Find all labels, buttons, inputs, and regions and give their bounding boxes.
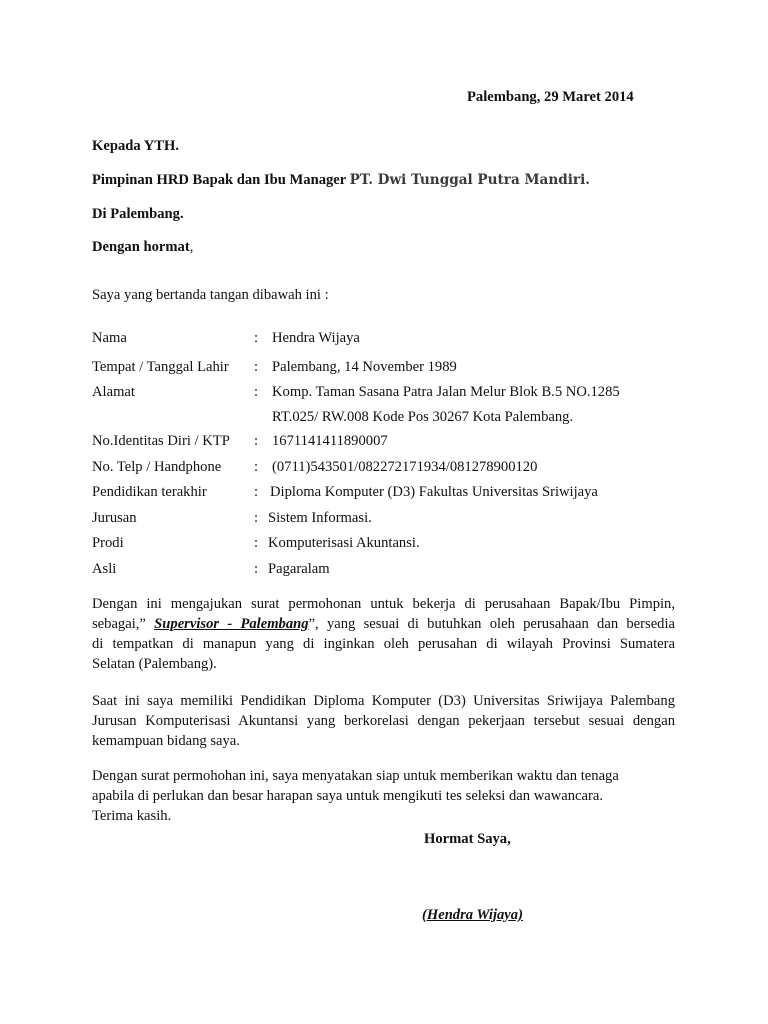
field-value-ttl: Palembang, 14 November 1989 — [272, 359, 457, 375]
signature-name: (Hendra Wijaya) — [422, 907, 523, 923]
paragraph2-line3: kemampuan bidang saya. — [92, 733, 240, 749]
field-value-alamat-line2: RT.025/ RW.008 Kode Pos 30267 Kota Palembang. — [272, 409, 574, 425]
greeting — [92, 239, 193, 256]
recipient-company: PT. Dwi Tunggal Putra Mandiri. — [349, 172, 590, 188]
recipient-city: Di Palembang. — [92, 206, 184, 222]
recipient-line — [92, 172, 590, 189]
field-colon: : — [254, 330, 259, 346]
field-label-asli: Asli — [92, 561, 117, 577]
field-value-nama: Hendra Wijaya — [272, 330, 360, 346]
field-colon: : — [254, 561, 259, 577]
greeting-text: Dengan hormat — [92, 239, 190, 255]
paragraph2-line2: Jurusan Komputerisasi Akuntansi yang berkorelasi dengan pekerjaan tersebut sesuai dengan — [92, 713, 675, 729]
field-label-nama: Nama — [92, 330, 127, 346]
field-value-jurusan: Sistem Informasi. — [268, 510, 372, 526]
paragraph1-line3: di tempatkan di manapun yang di inginkan oleh perusahan di wilayah Provinsi Sumatera — [92, 636, 675, 652]
recipient-salutation: Kepada YTH. — [92, 138, 180, 154]
field-value-alamat: Komp. Taman Sasana Patra Jalan Melur Blok B.5 NO.1285 — [272, 384, 620, 400]
greeting-comma: , — [189, 239, 194, 255]
field-colon: : — [254, 484, 259, 500]
paragraph3-line2: apabila di perlukan dan besar harapan saya untuk mengikuti tes seleksi dan wawancara. — [92, 788, 603, 804]
paragraph1-line2-before: sebagai,” — [92, 616, 155, 632]
field-label-pendidikan: Pendidikan terakhir — [92, 484, 207, 500]
recipient-prefix: Pimpinan HRD Bapak dan Ibu Manager — [92, 172, 350, 188]
closing: Hormat Saya, — [424, 831, 511, 847]
paragraph2-line1: Saat ini saya memiliki Pendidikan Diploma Komputer (D3) Universitas Sriwijaya Palembang — [92, 693, 675, 709]
field-value-ktp: 1671141411890007 — [272, 433, 388, 449]
paragraph1-line4: Selatan (Palembang). — [92, 656, 217, 672]
field-colon: : — [254, 384, 259, 400]
field-colon: : — [254, 433, 259, 449]
letter-date: Palembang, 29 Maret 2014 — [467, 89, 634, 105]
paragraph3-line3: Terima kasih. — [92, 808, 172, 824]
position-title: Supervisor - Palembang — [154, 616, 309, 632]
paragraph1-line2 — [92, 614, 675, 634]
field-value-telp: (0711)543501/082272171934/081278900120 — [272, 459, 538, 475]
field-label-jurusan: Jurusan — [92, 510, 137, 526]
field-colon: : — [254, 459, 259, 475]
paragraph1-line2-after: ”, yang sesuai di butuhkan oleh perusahaan dan bersedia — [308, 616, 676, 632]
field-label-ttl: Tempat / Tanggal Lahir — [92, 359, 229, 375]
field-colon: : — [254, 359, 259, 375]
intro-line: Saya yang bertanda tangan dibawah ini : — [92, 287, 329, 303]
field-value-asli: Pagaralam — [268, 561, 330, 577]
field-value-prodi: Komputerisasi Akuntansi. — [268, 535, 420, 551]
field-label-telp: No. Telp / Handphone — [92, 459, 222, 475]
field-colon: : — [254, 535, 259, 551]
paragraph1-line1: Dengan ini mengajukan surat permohonan untuk bekerja di perusahaan Bapak/Ibu Pimpin, — [92, 596, 675, 612]
field-label-alamat: Alamat — [92, 384, 135, 400]
field-label-prodi: Prodi — [92, 535, 124, 551]
field-colon: : — [254, 510, 259, 526]
paragraph3-line1: Dengan surat permohohan ini, saya menyatakan siap untuk memberikan waktu dan tenaga — [92, 768, 619, 784]
field-label-ktp: No.Identitas Diri / KTP — [92, 433, 230, 449]
field-value-pendidikan: Diploma Komputer (D3) Fakultas Universitas Sriwijaya — [270, 484, 598, 500]
